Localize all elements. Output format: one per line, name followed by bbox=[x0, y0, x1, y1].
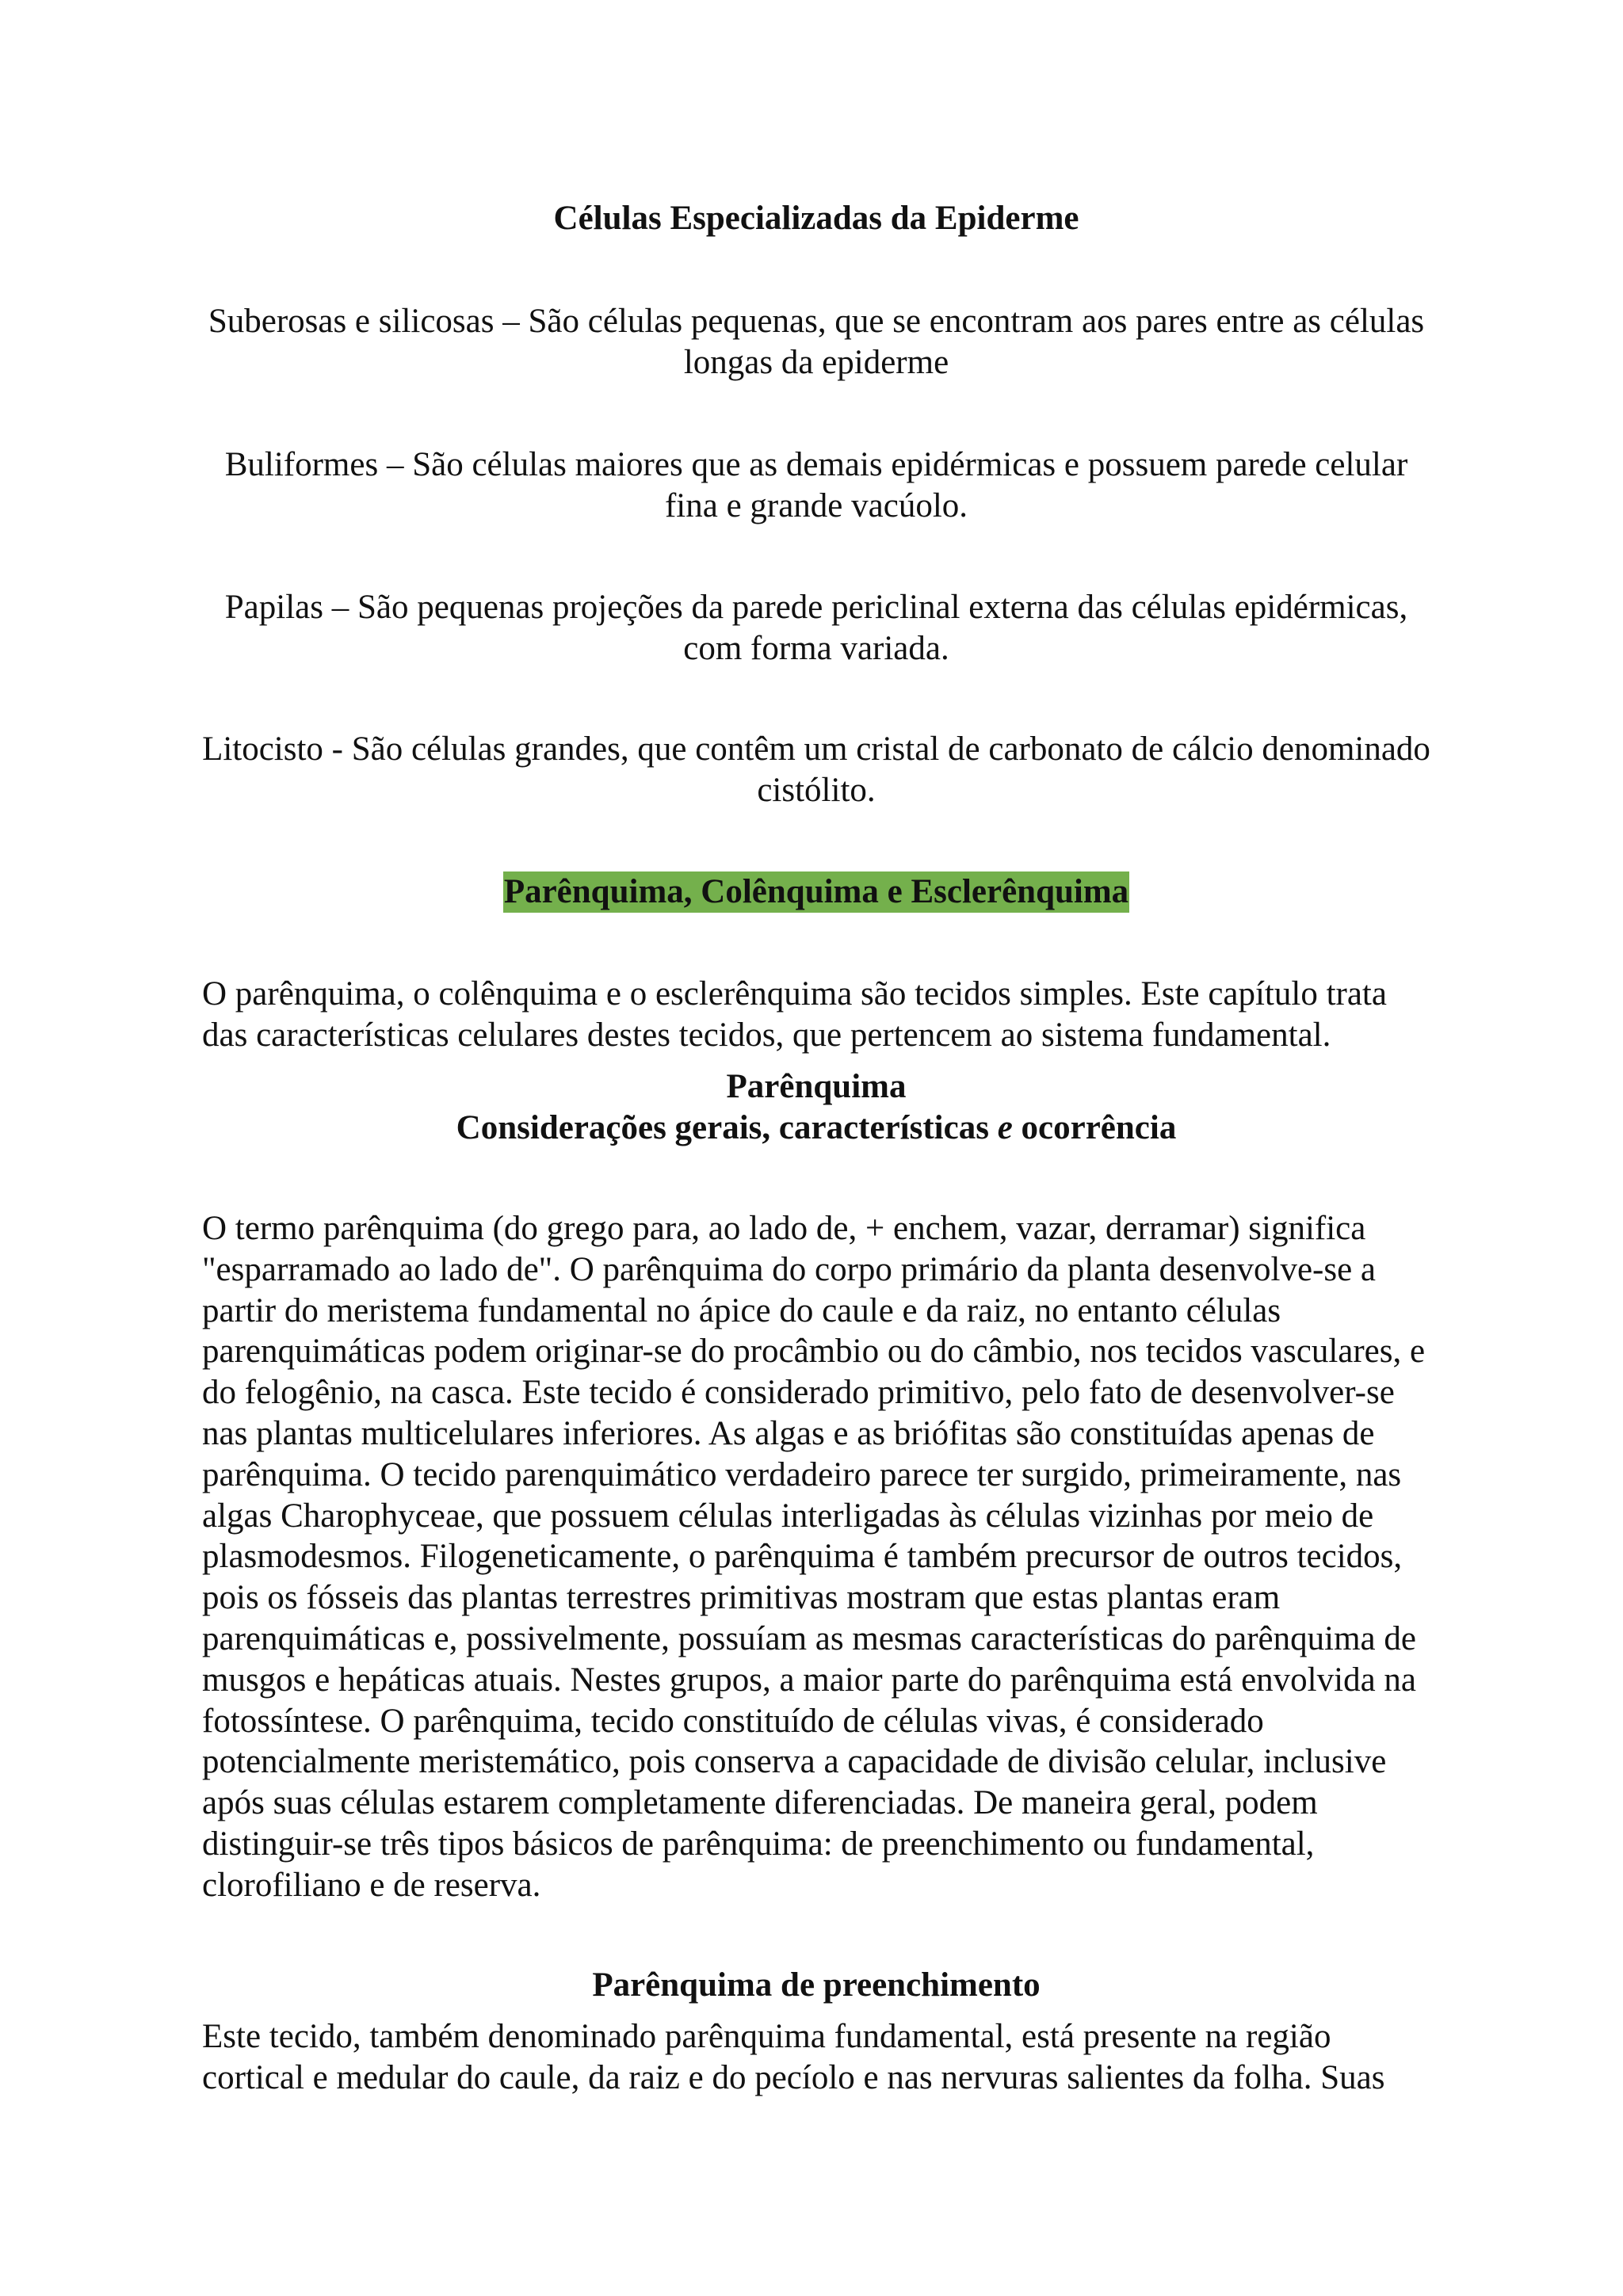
paragraph-line: Suberosas e silicosas – São células pequenas, que se encontram aos pares entre as células bbox=[208, 303, 1425, 340]
subtitle-part: ocorrência bbox=[1012, 1109, 1177, 1146]
paragraph-line: Buliformes – São células maiores que as demais epidérmicas e possuem parede celular bbox=[224, 446, 1408, 483]
definition-paragraph-litocisto bbox=[123, 729, 1510, 811]
paragraph-line: "esparramado ao lado de". O parênquima do corpo primário da planta desenvolve-se a bbox=[202, 1250, 1377, 1288]
paragraph-line: cortical e medular do caule, da raiz e do pecíolo e nas nervuras salientes da folha. Suas bbox=[202, 2058, 1385, 2096]
subsection-heading-preenchimento bbox=[123, 1965, 1510, 2006]
paragraph-line: Litocisto - São células grandes, que contêm um cristal de carbonato de cálcio denominado bbox=[202, 730, 1430, 768]
paragraph-line: clorofiliano e de reserva. bbox=[202, 1866, 541, 1904]
paragraph-line: partir do meristema fundamental no ápice do caule e da raiz, no entanto células bbox=[202, 1291, 1281, 1329]
subtitle-part: Considerações gerais, características bbox=[456, 1109, 998, 1146]
paragraph-line: O termo parênquima (do grego para, ao lado de, + enchem, vazar, derramar) significa bbox=[202, 1210, 1366, 1247]
section-heading bbox=[123, 871, 1510, 913]
paragraph-line: fina e grande vacúolo. bbox=[664, 486, 968, 524]
paragraph-line: após suas células estarem completamente diferenciadas. De maneira geral, podem bbox=[202, 1784, 1318, 1822]
subsection-heading-text: Parênquima de preenchimento bbox=[592, 1966, 1041, 2004]
intro-paragraph bbox=[202, 974, 1549, 1056]
paragraph-line: das características celulares destes tecidos, que pertencem ao sistema fundamental. bbox=[202, 1016, 1331, 1054]
subsection-subtitle bbox=[123, 1108, 1510, 1149]
paragraph-line: com forma variada. bbox=[683, 629, 949, 667]
paragraph-line: parênquima. O tecido parenquimático verdadeiro parece ter surgido, primeiramente, nas bbox=[202, 1455, 1402, 1493]
page-title-text: Células Especializadas da Epiderme bbox=[553, 200, 1079, 237]
paragraph-line: longas da epiderme bbox=[683, 343, 949, 381]
section-heading-highlight: Parênquima, Colênquima e Esclerênquima bbox=[503, 871, 1129, 913]
paragraph-line: musgos e hepáticas atuais. Nestes grupos, a maior parte do parênquima está envolvida na bbox=[202, 1661, 1417, 1699]
paragraph-line: nas plantas multicelulares inferiores. As algas e as briófitas são constituídas apenas de bbox=[202, 1414, 1375, 1452]
page-title bbox=[123, 198, 1510, 239]
definition-paragraph-suberosas bbox=[123, 301, 1510, 383]
paragraph-line: Papilas – São pequenas projeções da parede periclinal externa das células epidérmicas, bbox=[224, 589, 1408, 626]
paragraph-line: algas Charophyceae, que possuem células interligadas às células vizinhas por meio de bbox=[202, 1497, 1374, 1535]
paragraph-line: plasmodesmos. Filogeneticamente, o parênquima é também precursor de outros tecidos, bbox=[202, 1538, 1403, 1576]
paragraph-line: Este tecido, também denominado parênquima fundamental, está presente na região bbox=[202, 2018, 1331, 2055]
paragraph-line: fotossíntese. O parênquima, tecido constituído de células vivas, é considerado bbox=[202, 1702, 1264, 1740]
definition-paragraph-papilas bbox=[123, 587, 1510, 669]
paragraph-line: do felogênio, na casca. Este tecido é considerado primitivo, pelo fato de desenvolver-se bbox=[202, 1374, 1395, 1412]
paragraph-line: parenquimáticas podem originar-se do procâmbio ou do câmbio, nos tecidos vasculares, e bbox=[202, 1333, 1426, 1371]
body-paragraph bbox=[202, 1208, 1549, 1906]
definition-paragraph-buliformes bbox=[123, 444, 1510, 527]
paragraph-line: pois os fósseis das plantas terrestres primitivas mostram que estas plantas eram bbox=[202, 1579, 1281, 1617]
subsection-title bbox=[123, 1066, 1510, 1108]
paragraph-line: distinguir-se três tipos básicos de parênquima: de preenchimento ou fundamental, bbox=[202, 1825, 1315, 1863]
paragraph-line: potencialmente meristemático, pois conserva a capacidade de divisão celular, inclusive bbox=[202, 1743, 1387, 1781]
preenchimento-paragraph bbox=[202, 2016, 1549, 2099]
paragraph-line: O parênquima, o colênquima e o esclerênquima são tecidos simples. Este capítulo trata bbox=[202, 975, 1387, 1013]
paragraph-line: parenquimáticas e, possivelmente, possuíam as mesmas características do parênquima de bbox=[202, 1619, 1416, 1657]
subsection-subtitle-line bbox=[123, 1108, 1510, 1149]
paragraph-line: cistólito. bbox=[757, 771, 876, 809]
subtitle-italic-connector: e bbox=[997, 1109, 1013, 1146]
subsection-title-text: Parênquima bbox=[726, 1068, 907, 1105]
